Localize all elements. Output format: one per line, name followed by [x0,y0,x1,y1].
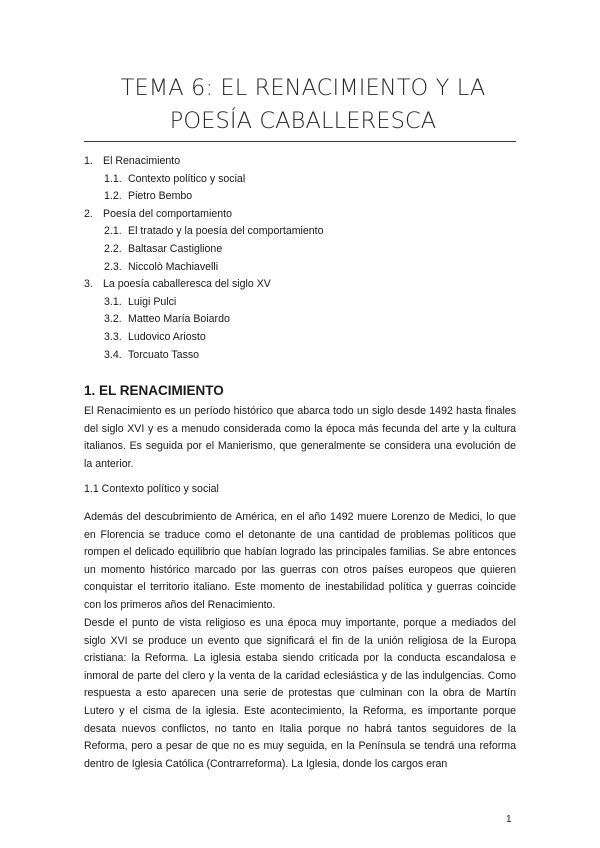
toc-label: Poesía del comportamiento [103,207,232,220]
toc-label: Matteo María Boiardo [128,313,230,326]
table-of-contents [84,153,524,364]
toc-item [84,241,524,259]
toc-number: 1. [84,155,93,167]
toc-number: 2.3. [104,260,122,273]
title-divider [84,141,516,142]
toc-label: Niccolò Machiavelli [128,260,219,273]
toc-item [84,153,524,171]
toc-item [84,347,524,365]
title-line-1: TEMA 6: EL RENACIMIENTO Y LA [120,75,486,101]
toc-number: 1.2. [104,190,122,203]
toc-label: Pietro Bembo [128,190,193,203]
toc-item [84,311,524,329]
toc-label: Baltasar Castiglione [128,242,223,255]
toc-label: Ludovico Ariosto [128,330,206,343]
body-paragraph: Desde el punto de vista religioso es una época muy importante, porque a mediados del siglo XVI se produce un evento que significará el fin de la unión religiosa de la Europa cristiana: la Reforma. La iglesia estaba siendo criticada por la conducta escandalosa e inmoral de parte del clero y la venta de la caridad eclesiástica y de las indulgencias. Como respuesta a esto aparecen una serie de protestas que culminan con la obra de Martín Lutero y el cisma de la iglesia. Este acontecimiento, la Reforma, es importante porque desata nuevos conflictos, no tanto en Italia porque no habrá tantos seguidores de la Reforma, pero a pesar de que no es muy seguida, en la Península se tendrá una reforma dentro de Iglesia Católica (Contrarreforma). La Iglesia, donde los cargos eran [84,617,516,770]
toc-number: 3.2. [104,313,122,326]
toc-number: 3.3. [104,330,122,343]
toc-item [84,329,524,347]
document-title [88,72,518,138]
toc-number: 2.1. [104,225,122,238]
toc-number: 2. [84,207,93,220]
page-number: 1 [506,814,512,825]
toc-item [84,188,524,206]
toc-number: 3.1. [104,295,122,308]
toc-label: Torcuato Tasso [128,348,200,361]
toc-label: La poesía caballeresca del siglo XV [103,278,271,291]
toc-item [84,223,524,241]
section-heading: 1. EL RENACIMIENTO [84,383,224,398]
toc-item [84,171,524,189]
toc-item [84,259,524,277]
toc-label: Luigi Pulci [128,295,177,308]
toc-item [84,294,524,312]
body-paragraph: Además del descubrimiento de América, en el año 1492 muere Lorenzo de Medici, lo que en Florencia se traduce como el detonante de una cantidad de problemas políticos que rompen el delicado equilibrio que habían logrado las principales familias. Se abre entonces un momento histórico marcado por las guerras con otros países europeos que quieren conquistar el territorio italiano. Este momento de inestabilidad política y guerras coincide con los primeros años del Renacimiento. [84,511,516,611]
toc-number: 2.2. [104,242,122,255]
subsection-heading: 1.1 Contexto político y social [84,483,219,495]
intro-paragraph: El Renacimiento es un período histórico que abarca todo un siglo desde 1492 hasta finales del siglo XVI y es a menudo considerada como la época más fecunda del arte y la cultura italianos. Es seguida por el Manierismo, que generalmente se considera una evolución de la anterior. [84,405,516,470]
toc-label: El tratado y la poesía del comportamiento [128,225,324,238]
toc-label: Contexto político y social [128,172,246,185]
title-line-2: POESÍA CABALLERESCA [169,108,437,134]
toc-number: 1.1. [104,172,122,185]
toc-item [84,276,524,294]
toc-label: El Renacimiento [103,155,181,167]
toc-item [84,206,524,224]
toc-number: 3.4. [104,348,122,361]
toc-number: 3. [84,278,93,291]
